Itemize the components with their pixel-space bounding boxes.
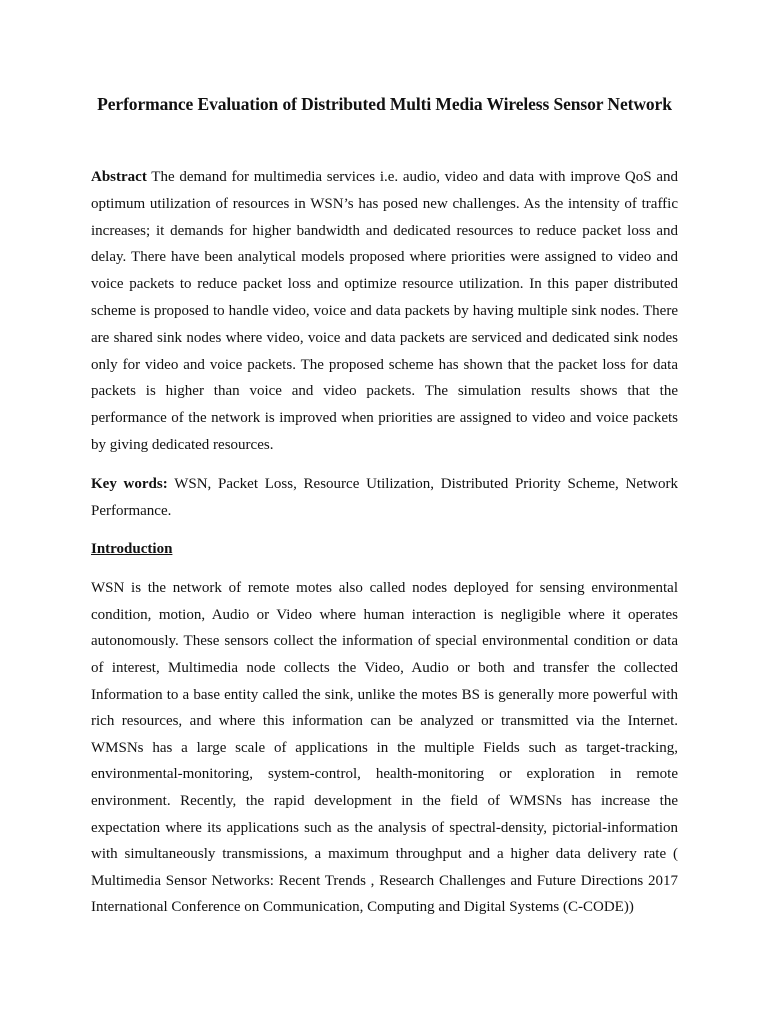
abstract-text: The demand for multimedia services i.e. audio, video and data with improve QoS and optimum utilization of resources in WSN’s has posed new challenges. As the intensity of traffic increases; it demands for higher bandwidth and dedicated resources to reduce packet loss and delay. There have been analytical models proposed where priorities were assigned to video and voice packets to reduce packet loss and optimize resource utilization. In this paper distributed scheme is proposed to handle video, voice and data packets by having multiple sink nodes. There are shared sink nodes where video, voice and data packets are serviced and dedicated sink nodes only for video and voice packets. The proposed scheme has shown that the packet loss for data packets is higher than voice and video packets. The simulation results shows that the performance of the network is improved when priorities are assigned to video and voice packets by giving dedicated resources. [91, 169, 678, 453]
introduction-heading: Introduction [91, 541, 173, 558]
paper-title: Performance Evaluation of Distributed Multi Media Wireless Sensor Network [97, 94, 672, 114]
introduction-paragraph: WSN is the network of remote motes also called nodes deployed for sensing environmental condition, motion, Audio or Video where human interaction is negligible where it operates autonomously. These sensors collect the information of special environmental condition or data of interest, Multimedia node collects the Video, Audio or both and transfer the collected Information to a base entity called the sink, unlike the motes BS is generally more powerful with rich resources, and where this information can be analyzed or transmitted via the Internet. WMSNs has a large scale of applications in the multiple Fields such as target-tracking, environmental-monitoring, system-control, health-monitoring or exploration in remote environment. Recently, the rapid development in the field of WMSNs has increase the expectation where its applications such as the analysis of spectral-density, pictorial-information with simultaneously transmissions, a maximum throughput and a higher data delivery rate ( Multimedia Sensor Networks: Recent Trends , Research Challenges and Future Directions 2017 International Conference on Communication, Computing and Digital Systems (C-CODE)) [91, 580, 678, 916]
abstract-paragraph [91, 164, 678, 459]
keywords-paragraph [91, 471, 678, 525]
abstract-label: Abstract [91, 169, 147, 185]
keywords-text: WSN, Packet Loss, Resource Utilization, Distributed Priority Scheme, Network Performance. [91, 475, 678, 519]
keywords-label: Key words: [91, 475, 168, 492]
